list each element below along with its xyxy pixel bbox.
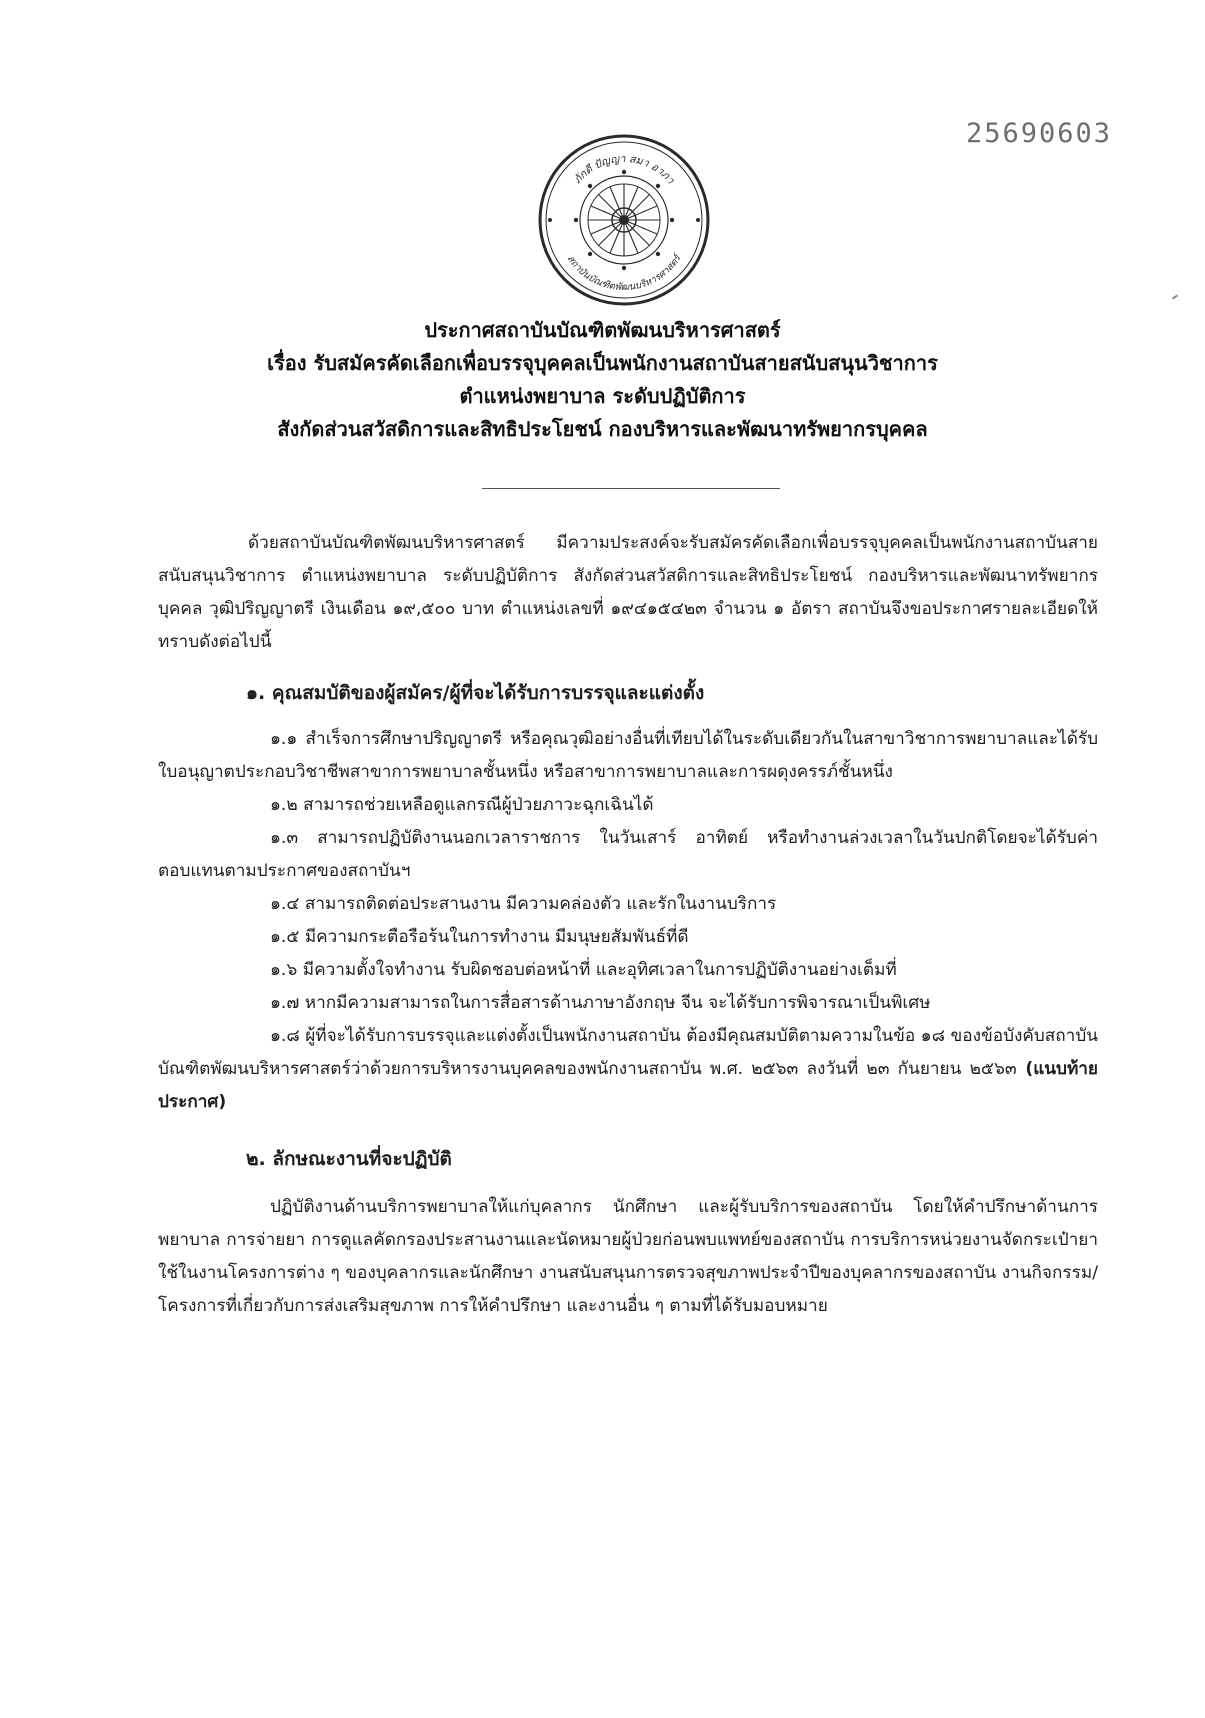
document-number-stamp: 25690603 [966, 118, 1113, 149]
scan-speck [1172, 294, 1178, 299]
announcement-body [158, 527, 1098, 1323]
header-subject: เรื่อง รับสมัครคัดเลือกเพื่อบรรจุบุคคลเป็นพนักงานสถาบันสายสนับสนุนวิชาการ [267, 351, 938, 375]
qualification-item-7: ๑.๗ หากมีความสามารถในการสื่อสารด้านภาษาอังกฤษ จีน จะได้รับการพิจารณาเป็นพิเศษ [270, 993, 931, 1013]
qualification-item-6: ๑.๖ มีความตั้งใจทำงาน รับผิดชอบต่อหน้าที่ และอุทิศเวลาในการปฏิบัติงานอย่างเต็มที่ [270, 960, 897, 980]
qualification-item-1: ๑.๑ สำเร็จการศึกษาปริญญาตรี หรือคุณวุฒิอย่างอื่นที่เทียบได้ในระดับเดียวกันในสาขาวิชาการพยาบาลและได้รับใบอนุญาตประกอบวิชาชีพสาขาการพยาบาลชั้นหนึ่ง หรือสาขาการพยาบาลและการผดุงครรภ์ชั้นหนึ่ง [158, 729, 1098, 782]
institution-seal-logo [536, 132, 712, 308]
header-title: ประกาศสถาบันบัณฑิตพัฒนบริหารศาสตร์ [424, 318, 781, 342]
qualification-item-8 [158, 1020, 1098, 1119]
qualification-item-3: ๑.๓ สามารถปฏิบัติงานนอกเวลาราชการ ในวันเสาร์ อาทิตย์ หรือทำงานล่วงเวลาในวันปกติโดยจะได้รับค่าตอบแทนตามประกาศของสถาบันฯ [158, 828, 1098, 881]
qualification-item-5: ๑.๕ มีความกระตือรือร้นในการทำงาน มีมนุษยสัมพันธ์ที่ดี [270, 927, 689, 947]
seal-bottom-text: สถาบันบัณฑิตพัฒนบริหารศาสตร์ [564, 253, 684, 294]
header-department: สังกัดส่วนสวัสดิการและสิทธิประโยชน์ กองบริหารและพัฒนาทรัพยากรบุคคล [277, 417, 928, 441]
section-2-title: ๒. ลักษณะงานที่จะปฏิบัติ [246, 1148, 452, 1170]
seal-top-text: ภักดี ปัญญา สมา อาภา [571, 152, 677, 187]
announcement-header [0, 314, 1205, 446]
qualification-item-2: ๑.๒ สามารถช่วยเหลือดูแลกรณีผู้ป่วยภาวะฉุกเฉินได้ [270, 795, 654, 815]
intro-paragraph: ด้วยสถาบันบัณฑิตพัฒนบริหารศาสตร์ มีความประสงค์จะรับสมัครคัดเลือกเพื่อบรรจุบุคคลเป็นพนักงานสถาบันสายสนับสนุนวิชาการ ตำแหน่งพยาบาล ระดับปฏิบัติการ สังกัดส่วนสวัสดิการและสิทธิประโยชน์ กองบริหารและพัฒนาทรัพยากรบุคคล วุฒิปริญญาตรี เงินเดือน ๑๙,๕๐๐ บาท ตำแหน่งเลขที่ ๑๙๔๑๕๔๒๓ จำนวน ๑ อัตรา สถาบันจึงขอประกาศรายละเอียดให้ทราบดังต่อไปนี้ [158, 533, 1098, 652]
section-1-title: ๑. คุณสมบัติของผู้สมัคร/ผู้ที่จะได้รับการบรรจุและแต่งตั้ง [246, 682, 705, 704]
qualification-item-4: ๑.๔ สามารถติดต่อประสานงาน มีความคล่องตัว และรักในงานบริการ [270, 894, 777, 914]
job-description-paragraph: ปฏิบัติงานด้านบริการพยาบาลให้แก่บุคลากร นักศึกษา และผู้รับบริการของสถาบัน โดยให้คำปรึกษาด้านการพยาบาล การจ่ายยา การดูแลคัดกรองประสานงานและนัดหมายผู้ป่วยก่อนพบแพทย์ของสถาบัน การบริการหน่วยงานจัดกระเป๋ายาใช้ในงานโครงการต่าง ๆ ของบุคลากรและนักศึกษา งานสนับสนุนการตรวจสุขภาพประจำปีของบุคลากรของสถาบัน งานกิจกรรม/โครงการที่เกี่ยวกับการส่งเสริมสุขภาพ การให้คำปรึกษา และงานอื่น ๆ ตามที่ได้รับมอบหมาย [158, 1197, 1098, 1316]
header-divider [482, 488, 780, 489]
attachment-note: (แนบท้ายประกาศ) [158, 1059, 1098, 1112]
svg-text:สถาบันบัณฑิตพัฒนบริหารศาสตร์ [565, 251, 685, 293]
qualification-item-8-text: ๑.๘ ผู้ที่จะได้รับการบรรจุและแต่งตั้งเป็นพนักงานสถาบัน ต้องมีคุณสมบัติตามความในข้อ ๑๘ ของข้อบังคับสถาบันบัณฑิตพัฒนบริหารศาสตร์ว่าด้วยการบริหารงานบุคคลของพนักงานสถาบัน พ.ศ. ๒๕๖๓ ลงวันที่ ๒๓ กันยายน ๒๕๖๓ [158, 1026, 1098, 1079]
header-position: ตำแหน่งพยาบาล ระดับปฏิบัติการ [459, 384, 746, 408]
